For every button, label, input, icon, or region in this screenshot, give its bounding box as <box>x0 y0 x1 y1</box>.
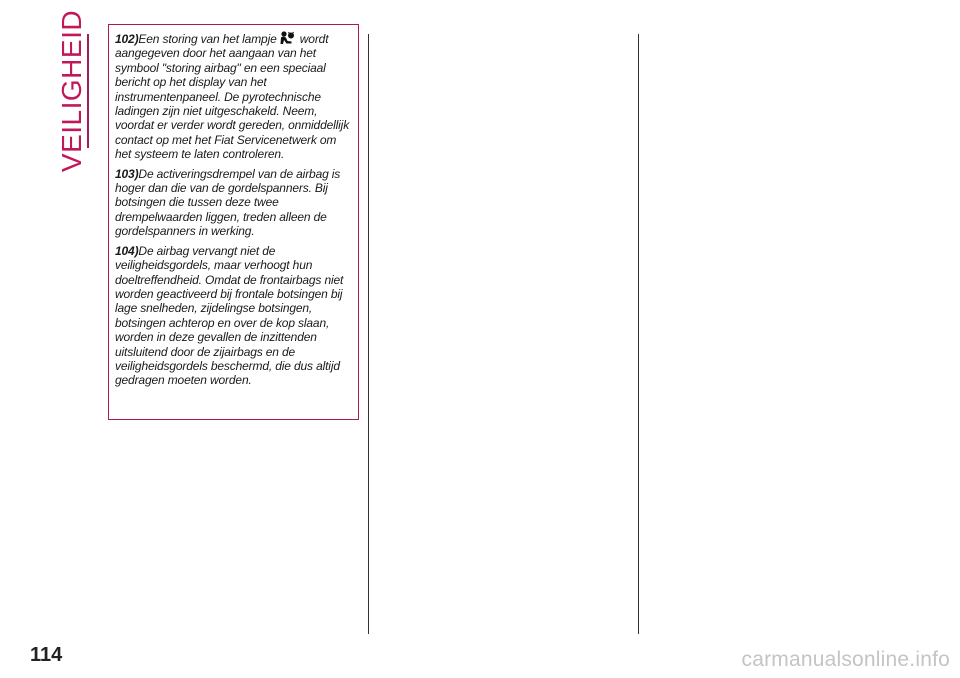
note-text-after-icon: wordt aangegeven door het aangaan van het symbool "storing airbag" en een speciaal bericht op het display van het instrumentenpaneel. De pyrotechnische ladingen zijn niet uitgeschakeld. Neem, voordat er verder wordt gereden, onmiddellijk contact op met het Fiat Servicenetwerk om het systeem te laten controleren. <box>115 32 350 162</box>
note-text: De activeringsdrempel van de airbag is hoger dan die van de gordelspanners. Bij botsingen die tussen deze twee drempelwaarden liggen, treden alleen de gordelspanners in werking. <box>115 166 341 239</box>
note-number: 104) <box>115 243 139 258</box>
page-number: 114 <box>30 644 63 666</box>
note-number: 102) <box>115 32 139 46</box>
column-divider <box>638 34 639 634</box>
warning-notes-box <box>108 24 359 420</box>
note-text-before-icon: Een storing van het lampje <box>138 32 277 46</box>
airbag-warning-icon <box>279 31 295 45</box>
note-number: 103) <box>115 166 139 181</box>
column-divider <box>368 34 369 634</box>
section-title-text: VEILIGHEID <box>56 9 88 173</box>
section-title-bar <box>87 34 89 148</box>
note-104 <box>115 244 353 388</box>
note-text: De airbag vervangt niet de veiligheidsgordels, maar verhoogt hun doeltreffendheid. Omdat de frontairbags niet worden geactiveerd bij frontale botsingen bij lage snelheden, zijdelingse botsingen, botsingen achterop en over de kop slaan, worden in deze gevallen de inzittenden uitsluitend door de zijairbags en de veiligheidsgordels beschermd, die dus altijd gedragen moeten worden. <box>115 243 344 388</box>
watermark: carmanualsonline.info <box>741 648 950 671</box>
note-103 <box>115 167 353 239</box>
note-102 <box>115 31 353 162</box>
section-title <box>52 9 92 173</box>
